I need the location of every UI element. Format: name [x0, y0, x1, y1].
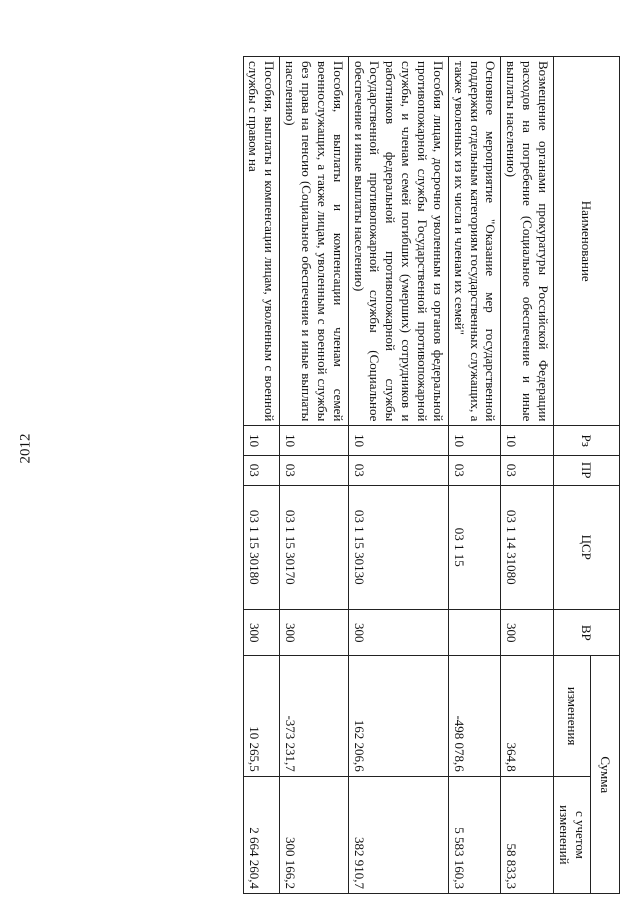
table-row: [501, 57, 554, 894]
page-number-text: 2012: [17, 433, 34, 463]
row-changes: 364,8: [501, 656, 554, 776]
row-rz: 10: [448, 426, 501, 456]
row-rz: 10: [280, 426, 348, 456]
row-name: Основное мероприятие "Оказание мер государственной поддержки отдельным категориям государственных служащих, а также уволенных из их числа и членам их семей": [448, 57, 501, 426]
row-name: Пособия, выплаты и компенсации лицам, уволенным с военной службы с правом на: [243, 57, 280, 426]
row-with-changes: 2 664 260,4: [243, 776, 280, 893]
row-changes: 162 206,6: [348, 656, 448, 776]
row-with-changes: 5 583 160,3: [448, 776, 501, 893]
header-name: Наименование: [554, 57, 620, 426]
row-rz: 10: [243, 426, 280, 456]
row-csr: 03 1 15 30130: [348, 485, 448, 610]
rotated-page-content: [120, 56, 620, 894]
row-vr: 300: [501, 610, 554, 656]
row-with-changes: 58 833,3: [501, 776, 554, 893]
row-csr: 03 1 15 30170: [280, 485, 348, 610]
row-name: Пособия, выплаты и компенсации членам семей военнослужащих, а также лицам, уволенным с военной службы без права на пенсию (Социальное обеспечение и иные выплаты населению): [280, 57, 348, 426]
row-rz: 10: [348, 426, 448, 456]
table-row: [243, 57, 280, 894]
row-with-changes: 300 166,2: [280, 776, 348, 893]
header-with-changes: с учетом изменений: [554, 776, 591, 893]
row-pr: 03: [243, 455, 280, 485]
header-row: [591, 57, 620, 894]
row-pr: 03: [448, 455, 501, 485]
row-vr: 300: [348, 610, 448, 656]
header-csr: ЦСР: [554, 485, 620, 610]
header-vr: ВР: [554, 610, 620, 656]
budget-table: [243, 56, 620, 894]
row-changes: 10 265,5: [243, 656, 280, 776]
row-csr: 03 1 15 30180: [243, 485, 280, 610]
row-vr: [448, 610, 501, 656]
row-name: Возмещение органами прокуратуры Российской Федерации расходов на погребение (Социальное обеспечение и иные выплаты населению): [501, 57, 554, 426]
row-csr: 03 1 15: [448, 485, 501, 610]
page-number: [18, 428, 34, 468]
header-sum: Сумма: [591, 656, 620, 894]
row-rz: 10: [501, 426, 554, 456]
row-name: Пособия лицам, досрочно уволенным из органов федеральной противопожарной службы Государственной противопожарной службы, и членам семей погибших (умерших) сотрудников и работников федеральной противопожарной службы Государственной противопожарной службы (Социальное обеспечение и иные выплаты населению): [348, 57, 448, 426]
header-pr: ПР: [554, 455, 620, 485]
row-csr: 03 1 14 31080: [501, 485, 554, 610]
row-changes: -498 078,6: [448, 656, 501, 776]
header-rz: Рз: [554, 426, 620, 456]
row-vr: 300: [280, 610, 348, 656]
row-vr: 300: [243, 610, 280, 656]
row-pr: 03: [348, 455, 448, 485]
row-with-changes: 382 910,7: [348, 776, 448, 893]
table-row: [280, 57, 348, 894]
row-pr: 03: [280, 455, 348, 485]
table-row: [348, 57, 448, 894]
header-changes: изменения: [554, 656, 591, 776]
table-row: [448, 57, 501, 894]
row-pr: 03: [501, 455, 554, 485]
row-changes: -373 231,7: [280, 656, 348, 776]
